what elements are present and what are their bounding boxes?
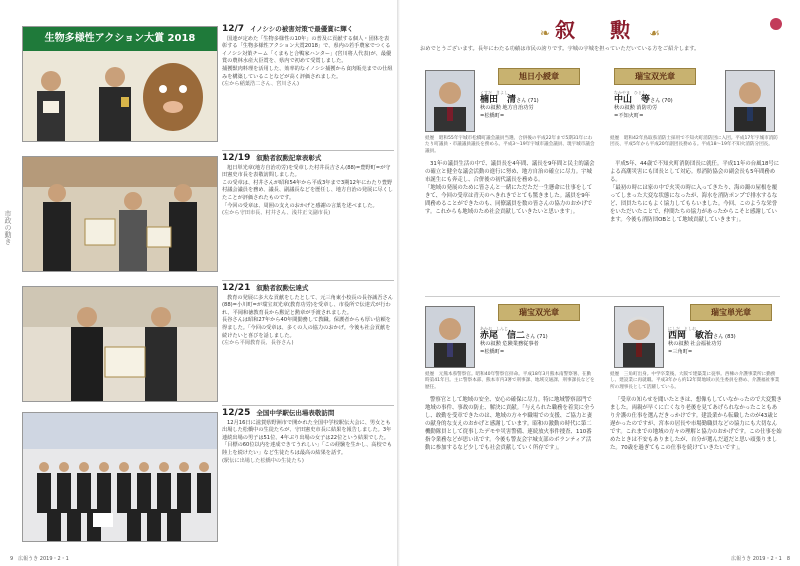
news-section-3	[222, 285, 394, 348]
section-caption: (駅伝に出場した松橋中の生徒たち)	[222, 457, 304, 464]
lead-text: おめでとうございます。長年にわたる功績は市民の誇りです。宇城の宇城を担っていただいている方をご紹介します。	[420, 46, 700, 52]
section-date: 12/25	[222, 408, 251, 418]
news-section-2	[222, 155, 394, 218]
section-body: 旭日単光章(地方自治功労)を受章した村井長吉さん(88)=豊野町=が守田憲史市長を表敬訪問しました。 この受章は、村井さんが昭和54年から平成3年まで3期12年にわたり豊野村議会議員を務め、議長、副議長などを歴任し、地方自治の発展に尽くしたことが評価されたものです。 「今回の受章は、周囲の支えのおかげと感謝の言葉を述べました。	[222, 164, 393, 209]
recipient-profile-2: 経歴 昭和42年鳥取県消防士採用で不知火町消防団に入団。平成17年宇城市消防団長、平成5年から平成20年副団長務める。平成18～19年不知火消防分団長。	[610, 136, 778, 148]
section-body: 教育の発展に多大な貢献をしたとして、元三角東小校長の長谷誠吾さん(88)=小川町=が瑞宝双光章(教育功労)を受章し、市役所で伝達式が行われ、平岡和徳教育長から勲記と勲章が手渡されました。 長谷さんは昭和27年から40年間勤務して教職。保護者からも厚い信頼を得ました。「今回の受章は、多くの人の協力のおかげ。今後も社会貢献を続けたいと喜びを話しました。	[222, 294, 393, 339]
section-caption: (左から守田市長、村井さん、浅井正文副市長)	[222, 210, 331, 217]
photo-award-ceremony	[22, 26, 218, 142]
award-badge-1: 旭日小綬章	[498, 68, 580, 85]
section-date: 12/7	[222, 24, 245, 34]
right-page	[400, 0, 800, 566]
photo-ekiden-team	[22, 412, 218, 542]
ornament-left-icon: ❧	[540, 26, 551, 40]
ekiden-team-image	[23, 413, 217, 541]
portrait-4	[614, 306, 664, 368]
section-title: 全国中学駅伝出場表敬訪問	[256, 409, 335, 417]
divider	[222, 150, 394, 151]
recipient-profile-4: 経歴 三角町出身。中学卒業後、大阪で建築業に従事。西棟の介護事業所に勤務し、建設業に再就職。平成3年から約12年間地域の民生委員を務め、介護福祉事業所の理事長として活躍している。	[610, 372, 780, 390]
recipient-body-1: 31年の議員生活の中で、議員長を4年間、議長を9年間と民主的議会の確立と健全な議会活動の進行に努め、地方自治の確立に尽力。宇城市誕生にも奔走し、合併後の初代議長を務める。 「地域の発展のために皆さんと一緒にただただ一生懸命に仕事をしてきて、今回の受章は青天のへきれきでとても驚きました。議員を9年間務めることができたのも、同僚議員を数の皆さんの協力のおかげです。これからも地域のため社会貢献していきたいと思います」。	[425, 161, 595, 215]
photo-mayor-visit	[22, 156, 218, 272]
section-date: 12/19	[222, 153, 251, 163]
recipient-name-3: あかお しんじ 赤尾 信二さん (71) 秋の叙勲 危険業務従事者 =松橋町=	[480, 326, 548, 355]
recipient-body-3: 警察官として地域の安全、安心の確保に尽力。特に地域警察部門で地域の事件、事故の防止、解決に貢献。「与えられた職務を着実に全うし、敢勤を受章できたのは、地域の方々や職場での支援、ご協力と妻の献身的な支えのおかげと感謝しています。昭和の激動の時代に第二機動隊員として従事したデモや災害警備、連続放火事件捜査、110番指令業務などが思い出です。今後も警友会宇城支部のボランティア活動に参加するなど少しでも社会貢献していく所存です」。	[425, 397, 595, 451]
portrait-2	[725, 70, 775, 132]
photo-banner: 生物多様性アクション大賞 2018	[23, 27, 217, 51]
section-body: 12月16日に滋賀県野洲市で開かれた全国中学校駅伝大会に、男女とも出場した松橋中の生徒たちが、守田憲史市長に結果を報告しました。3年連続出場の男子は51位、4年ぶり出場の女子は22位という結果でした。 「目標の60位以内を達成できてうれしい」「この経験を生かし、高校でも陸上を続けたい」など生徒たちは最高の結果を話す。	[222, 419, 393, 456]
recipient-name-1: くすだ きよし 楠田 清さん (71) 秋の叙勲 地方自治功労 =松橋町=	[480, 90, 539, 119]
portrait-3	[425, 306, 475, 368]
mayor-visit-image	[23, 157, 217, 271]
section-body: 国連が定めた「生物多様性の10年」の普及に貢献する個人・団体を表彰する「生物多様性アクション大賞2018」で、県内の若手農家でつくるイノシシ対策チーム「くまもと合鴨家ハンター」(宮川将人代表)が、最優賞の農林水産大臣賞を、県内で初めて受賞しました。 捕獲獣肉料理を活用した、効率的なイノシシ捕獲から食肉販売までの仕組みを構築していることなどが高く評価されました。	[222, 35, 393, 80]
award-badge-3: 瑞宝双光章	[498, 304, 580, 321]
recipient-name-4: にしだ としお 西岡 敏治さん (83) 秋の叙勲 社会福祉功労 =三角町=	[668, 326, 736, 355]
flower-icon	[770, 18, 782, 30]
title-text: 叙 勲	[555, 18, 645, 42]
photo-conferment	[22, 286, 218, 402]
section-title: 叙勲者叙勲伝達式	[256, 284, 309, 292]
recipient-name-2: なかやま ひとし 中山 等さん (70) 秋の叙勲 消防功労 =不知火町=	[614, 90, 673, 119]
divider	[222, 405, 394, 406]
ornament-right-icon: ☙	[649, 26, 660, 40]
divider	[425, 296, 780, 297]
section-caption: (左から稲葉浩二さん、宮川さん)	[222, 81, 299, 88]
page-folio-left: 9 広報うき 2019・2・1	[10, 556, 69, 562]
section-title: 叙勲者叙勲記章表彰式	[256, 154, 322, 162]
section-date: 12/21	[222, 283, 251, 293]
page-title	[400, 14, 800, 43]
section-caption: (左から平岡教育長、長谷さん)	[222, 340, 294, 347]
award-people-image	[23, 51, 217, 141]
conferment-image	[23, 287, 217, 401]
section-title: イノシシの被害対策で最優賞に輝く	[250, 25, 354, 33]
award-badge-2: 瑞宝双光章	[614, 68, 696, 85]
portrait-1	[425, 70, 475, 132]
side-tab: 市政の動き	[4, 210, 12, 245]
recipient-profile-3: 経歴 元熊本県警察官。昭和40年警察官拝命。平成18年3月熊本南警察署、在勤時第41年目。主に警察本部、熊本市内3署で刑事課、地域交通課、刑事課長などを歴任。	[425, 372, 595, 390]
award-badge-4: 瑞宝単光章	[690, 304, 772, 321]
page-folio-right: 広報うき 2019・2・1 8	[731, 556, 790, 562]
divider	[222, 280, 394, 281]
recipient-profile-1: 経歴 昭和55年宇城市松橋町議会議員当選。合併後の平成22年まで5期31年にわたり町議員・市議議員議長を務める。平成3～19年宇城市議会議員、現宇城市議会議員。	[425, 136, 595, 154]
news-section-4	[222, 410, 394, 465]
recipient-body-4: 「受章の知らせを聞いたときは、想像もしていなかったので大変驚きました。両親が早くに亡くなり老後を見てあげられなかったこともあり介護の仕事を選んだきっかけです。建設業から転職したのが43歳と遅かったのですが、宮本の居長や市場勤職員などの協力にも大切なんです。これまでの地域の方々の理解と協力のおかげです。この仕事を始めたときは不安もありましたが、自分が選んだ道だと思い頑張りました。70歳を過ぎてもこの仕事を続けていきたいです」。	[610, 397, 782, 451]
news-section-1	[222, 26, 394, 89]
recipient-body-2: 平成5年、44歳で不知火町消防団長に就任。平成11年の台風18号による高潮災害にも団長として対応。県消防協会の副会長も5年間務める。 「最初の時には家の中で火災の時に入ってきたり、海の濁の屋根を覆ってしまった大変な状態になったが、海水を消防ポンプで排水するなど、団員たちにもよく協力してもらいました。今回、このような栄誉をいただいたことで、仲間たちの協力があったからこそと感謝しています。今後も消防団OBとして地域貢献していきます」。	[610, 161, 780, 223]
